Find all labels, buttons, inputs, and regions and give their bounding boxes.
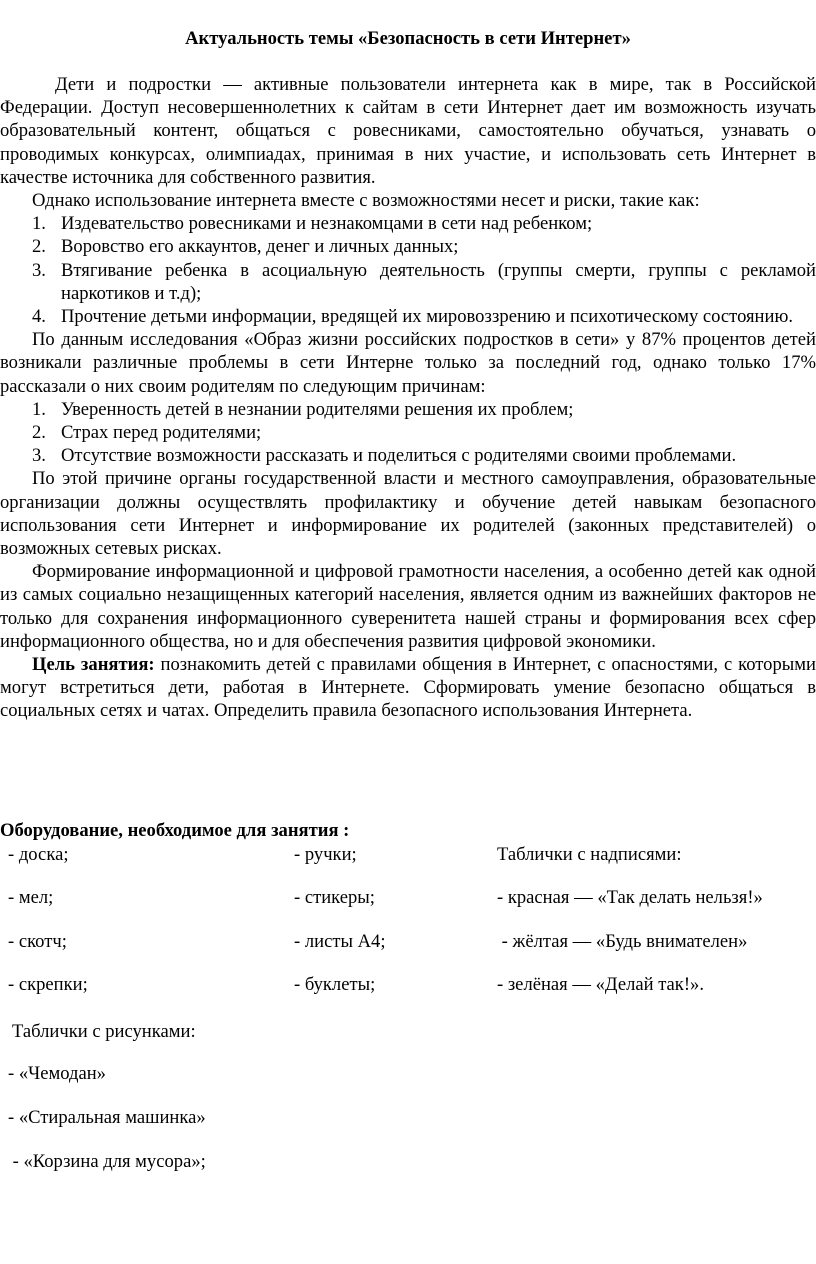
reasons-list (0, 398, 816, 468)
equipment-item: - стикеры; (294, 887, 375, 908)
list-item: 2. Страх перед родителями; (32, 422, 262, 444)
equipment-item: - доска; (8, 844, 69, 865)
picture-sign-item: - «Стиральная машинка» (8, 1107, 206, 1128)
risks-intro: Однако использование интернета вместе с возможностями несет и риски, такие как: (32, 190, 700, 212)
equipment-item: - скотч; (8, 931, 67, 952)
equipment-item: - мел; (8, 887, 54, 908)
equipment-item: - листы А4; (294, 931, 386, 952)
intro-paragraph: Дети и подростки — активные пользователи интернета как в мире, так в Российской Федерации. Доступ несовершеннолетних к сайтам в сети Интернет дает им возможность изучать образовательный контент, общаться с ровесниками, самостоятельно обучаться, узнавать о проводимых конкурсах, олимпиадах, принимая в них участие, и использовать сеть Интернет в качестве источника для собственного развития. (0, 74, 816, 188)
list-item: 2. Воровство его аккаунтов, денег и личных данных; (32, 236, 459, 258)
goal-label: Цель занятия: (32, 654, 155, 676)
equipment-item: - буклеты; (294, 974, 376, 995)
sign-label-green: - зелёная — «Делай так!». (497, 974, 704, 995)
research-paragraph: По данным исследования «Образ жизни российских подростков в сети» у 87% процентов детей возникали различные проблемы в сети Интерне только за последний год, однако только 17% рассказали о них своим родителям по следующим причинам: (0, 329, 816, 397)
list-item: 4. Прочтение детьми информации, вредящей их мировоззрению и психотическому состоянию. (32, 306, 794, 328)
list-item: 1. Издевательство ровесниками и незнакомцами в сети над ребенком; (32, 213, 593, 235)
picture-sign-item: - «Корзина для мусора»; (8, 1151, 206, 1172)
equipment-item: - скрепки; (8, 974, 88, 995)
goal-text: познакомить детей с правилами общения в Интернет, с опасностями, с которыми могут встретиться дети, работая в Интернете. Сформировать умение безопасно общаться в социальных сетях и чатах. Определить правила безопасного использования Интернета. (0, 654, 816, 722)
picture-sign-item: - «Чемодан» (8, 1063, 106, 1084)
picture-signs-title: Таблички с рисунками: (12, 1021, 196, 1042)
list-item: 3. Отсутствие возможности рассказать и поделиться с родителями своими проблемами. (32, 445, 737, 467)
list-item: 3. Втягивание ребенка в асоциальную деятельность (группы смерти, группы с рекламой наркотиков и т.д); (32, 259, 816, 304)
literacy-paragraph: Формирование информационной и цифровой грамотности населения, а особенно детей как одной из самых социально незащищенных категорий населения, является одним из важнейших факторов не только для сохранения информационного суверенитета нашей страны и формирования всех сфер информационного общества, но и для обеспечения развития цифровой экономики. (0, 561, 816, 652)
sign-labels-heading: Таблички с надписями: (497, 844, 682, 865)
authorities-paragraph: По этой причине органы государственной власти и местного самоуправления, образовательные организации должны осуществлять профилактику и обучение детей навыкам безопасного использования сети Интернет и информирование их родителей (законных представителей) о возможных сетевых рисках. (0, 468, 816, 560)
document-body (0, 73, 816, 723)
risks-list (0, 212, 816, 328)
equipment-item: - ручки; (294, 844, 357, 865)
sign-label-yellow: - жёлтая — «Будь внимателен» (497, 931, 748, 952)
document-title: Актуальность темы «Безопасность в сети Интернет» (185, 28, 631, 49)
goal-paragraph (0, 653, 816, 723)
list-item: 1. Уверенность детей в незнании родителями решения их проблем; (32, 398, 574, 420)
equipment-title: Оборудование, необходимое для занятия : (0, 820, 350, 841)
sign-label-red: - красная — «Так делать нельзя!» (497, 887, 763, 908)
